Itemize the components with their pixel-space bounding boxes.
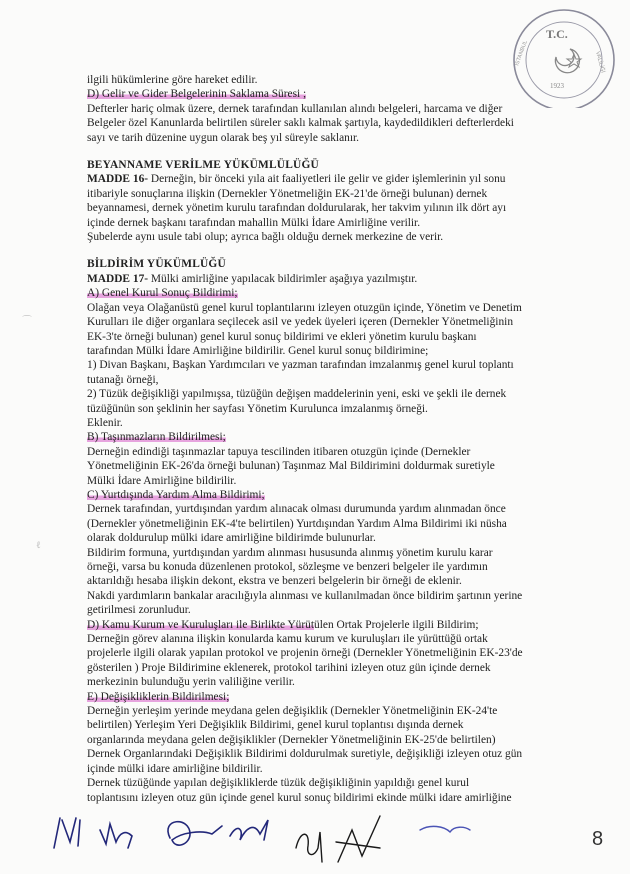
text-line: EK-3'te örneği bulunan) genel kurul sonuç bildirimi ve ekleri yönetim kurulu başkanı xyxy=(87,330,477,343)
text-line: belirtilen) Yerleşim Yeri Değişiklik Bildirimi, genel kurul toplantısı dışında dernek xyxy=(87,719,464,732)
section-heading: BEYANNAME VERİLME YÜKÜMLÜLÜĞÜ xyxy=(87,159,319,172)
text-line: içinde dernek başkanı tarafından mahallin Mülki İdare Amirliğine verilir. xyxy=(87,216,421,229)
article-text: Derneğin, bir önceki yıla ait faaliyetleri ile gelir ve gider işlemlerinin yıl sonu xyxy=(148,173,506,186)
text-line: Belgeler özel Kanunlarda belirtilen süreler saklı kalmak şartıyla, kaydedildikleri defterlerdeki xyxy=(87,117,514,130)
subsection-title xyxy=(87,87,567,101)
signature-2 xyxy=(100,824,132,848)
text-line: Dernek Organlarındaki Değişiklik Bildirimi doldurulmak suretiyle, değişikliği izleyen otuz gün xyxy=(87,748,523,761)
section-heading: BİLDİRİM YÜKÜMLÜĞÜ xyxy=(87,258,226,271)
highlighted-text: D) Kamu Kurum ve Kuruluşları ile Birlikte Yürüt xyxy=(87,618,315,631)
text-line: içinde mülki idare amirliğine bildirilir. xyxy=(87,762,263,775)
text-line: aktarıldığı hesaba ilişkin dekont, ekstra ve benzeri belgelerin bir örneği de eklenir. xyxy=(87,575,462,588)
highlighted-text: D) Gelir ve Gider Belgelerinin Saklama Süresi ; xyxy=(87,88,307,101)
text-line: Derneğin yerleşim yerinde meydana gelen değişiklik (Dernekler Yönetmeliğinin EK-24'te xyxy=(87,705,498,718)
seal-emblem: T.C. xyxy=(546,27,568,41)
text-line: Derneğin görev alanına ilişkin konularda kamu kurum ve kuruluşları ile yürüttüğü ortak xyxy=(87,633,488,646)
text-remainder: ülen Ortak Projelerle ilgili Bildirim; xyxy=(314,618,479,631)
text-line: 2) Tüzük değişikliği yapılmışsa, tüzüğün değişen maddelerinin yeni, eski ve şekli ile dernek xyxy=(87,388,507,401)
text-line: Mülki İdare Amirliğine bildirilir. xyxy=(87,474,237,487)
article-number: MADDE 16- xyxy=(87,173,149,186)
text-line: itibariyle sonuçlarına ilişkin (Dernekler Yönetmeliğin EK-21'de örneği bulunan) dernek xyxy=(87,187,488,200)
text-line: Kurulları ile diğer organlara seçilecek asil ve yedek üyeleri içeren (Dernekler Yönetmeliğinin xyxy=(87,316,514,329)
text-line: ilgili hükümlerine göre hareket edilir. xyxy=(87,74,258,86)
svg-text:İSTANBUL: İSTANBUL xyxy=(514,39,529,67)
text-line: tutanağı örneği, xyxy=(87,373,159,386)
highlighted-text: C) Yurtdışında Yardım Alma Bildirimi; xyxy=(87,488,265,501)
signature-3 xyxy=(168,822,222,845)
text-line: örneği, varsa bu konuda düzenlenen protokol, sözleşme ve benzeri belgeler ile yardımın xyxy=(87,561,488,573)
article-text: Mülki amirliğine yapılacak bildirimler aşağıya yazılmıştır. xyxy=(148,272,418,285)
svg-text:VALİLİĞİ: VALİLİĞİ xyxy=(594,50,606,74)
subsection-title xyxy=(87,286,567,300)
text-line xyxy=(87,172,567,186)
signatures-area xyxy=(0,808,630,874)
subsection-title xyxy=(87,430,567,444)
signature-4 xyxy=(230,820,268,840)
signature-6 xyxy=(336,816,380,862)
text-line: Nakdi yardımların bankalar aracılığıyla alınması ve kullanılmadan önce bildirim şartının yerine xyxy=(87,589,523,602)
subsection-title xyxy=(87,618,567,632)
text-line: toplantısını izleyen otuz gün içinde genel kurul sonuç bildirimi ekinde mülki idare amirliğine xyxy=(87,791,512,804)
text-line: (Dernekler yönetmeliğinin EK-4'te belirtilen) Yurtdışından Yardım Alma Bildirimi iki nüsha xyxy=(87,517,507,530)
highlighted-text: E) Değişikliklerin Bildirilmesi; xyxy=(87,690,230,703)
subsection-title xyxy=(87,690,567,704)
text-line: Derneğin edindiği taşınmazlar tapuya tescilinden itibaren otuzgün içinde (Dernekler xyxy=(87,445,471,458)
paragraph-gap xyxy=(87,244,567,257)
article-number: MADDE 17- xyxy=(87,272,149,285)
text-line: Defterler hariç olmak üzere, dernek tarafından kullanılan alındı belgeleri, harcama ve diğer xyxy=(87,102,503,115)
text-line xyxy=(87,272,567,286)
page-number: 8 xyxy=(592,828,604,850)
text-line: Dernek tüzüğünde yapılan değişikliklerde tüzük değişikliğinin yapıldığı genel kurul xyxy=(87,777,470,790)
text-line: tüzüğünün son şeklinin her sayfası Yönetim Kurulunca imzalanmış örneği. xyxy=(87,402,428,415)
highlighted-text: B) Taşınmazların Bildirilmesi; xyxy=(87,431,226,444)
document-page: T.C. 1923 İSTANBUL VALİLİĞİ ⌒ ℓ ilgili hükümlerine göre hareket edilir. D) Gelir ve Gider Belgelerinin Saklama Süresi ; Defterler hariç olmak üzere, dernek tarafından kullanılan alındı belgeleri, harcama ve diğer Belgeler özel Kanunlarda belirtilen süreler saklı kalmak şartıyla, kaydedildikleri defterlerdeki sayı ve tarih düzenine uygun olarak beş yıl süreyle saklanır. BEYANNAME VERİLME YÜKÜMLÜLÜĞÜ MADDE 16- Derneğin, bir önceki yıla ait faaliyetleri ile gelir ve gider işlemlerinin yıl sonu itibariyle sonuçlarına ilişkin (Dernekler Yönetmeliğin EK-21'de örneği bulunan) dernek beyannamesi, dernek yönetim kurulu tarafından doldurularak, her takvim yılının ilk dört ayı içinde dernek başkanı tarafından mahallin Mülki İdare Amirliğine verilir. Şubelerde aynı usule tabi olup; ayrıca bağlı olduğu dernek merkezine de verir. BİLDİRİM YÜKÜMLÜĞÜ MADDE 17- Mülki amirliğine yapılacak bildirimler aşağıya yazılmıştır. A) Genel Kurul Sonuç Bildirimi; Olağan veya Olağanüstü genel kurul toplantılarını izleyen otuzgün içinde, Yönetim ve Denetim Kurulları ile diğer organlara seçilecek asil ve yedek üyeleri içeren (Dernekler Yönetmeliğinin EK-3'te örneği bulunan) genel kurul sonuç bildirimi ve ekleri yönetim kurulu başkanı tarafından Mülki İdare Amirliğine bildirilir. Genel kurul sonuç bildirimine; 1) Divan Başkanı, Başkan Yardımcıları ve yazman tarafından imzalanmış genel kurul toplantı tutanağı örneği, 2) Tüzük değişikliği yapılmışsa, tüzüğün değişen maddelerinin yeni, eski ve şekli ile dernek tüzüğünün son şeklinin her sayfası Yönetim Kurulunca imzalanmış örneği. Eklenir. B) Taşınmazların Bildirilmesi; Derneğin edindiği taşınmazlar tapuya tescilinden itibaren otuzgün içinde (Dernekler Yönetmeliğinin EK-26'da örneği bulunan) Taşınmaz Mal Bildirimini doldurmak suretiyle Mülki İdare Amirliğine bildirilir. C) Yurtdışında Yardım Alma Bildirimi; Dernek tarafından, yurtdışından yardım alınacak olması durumunda yardım alınmadan önce (Dernekler yönetmeliğinin EK-4'te belirtilen) Yurtdışından Yardım Alma Bildirimi iki nüsha olarak doldurulup mülki idare amirliğine bildirimde bulunurlar. Bildirim formuna, yurtdışından yardım alınması hususunda alınmış yönetim kurulu karar örneği, varsa bu konuda düzenlenen protokol, sözleşme ve benzeri belgeler ile yardımın aktarıldığı hesaba ilişkin dekont, ekstra ve benzeri belgelerin bir örneği de eklenir. Nakdi yardımların bankalar aracılığıyla alınması ve kullanılmadan önce bildirim şartının yerine getirilmesi zorunludur. D) Kamu Kurum ve Kuruluşları ile Birlikte Yürütülen Ortak Projelerle ilgili Bildirim; Derneğin görev alanına ilişkin konularda kamu kurum ve kuruluşları ile yürüttüğü ortak projelerle ilgili olarak yapılan protokol ve projenin örneği (Dernekler Yönetmeliğinin EK-23'de gösterilen ) Proje Bildirimine eklenerek, protokol tarihini izleyen otuz gün içinde dernek merkezinin bulunduğu yerin valiliğine verilir. E) Değişikliklerin Bildirilmesi; Derneğin yerleşim yerinde meydana gelen değişiklik (Dernekler Yönetmeliğinin EK-24'te belirtilen) Yerleşim Yeri Değişiklik Bildirimi, genel kurul toplantısı dışında dernek organlarında meydana gelen değişiklikler (Dernekler Yönetmeliğinin EK-25'de belirtilen) Dernek Organlarındaki Değişiklik Bildirimi doldurulmak suretiyle, değişikliği izleyen otuz gün içinde mülki idare amirliğine bildirilir. Dernek tüzüğünde yapılan değişikliklerde tüzük değişikliğinin yapıldığı genel kurul toplantısını izleyen otuz gün içinde genel kurul sonuç bildirimi ekinde mülki idare amirliğine 8 xyxy=(0,0,630,874)
text-line: beyannamesi, dernek yönetim kurulu tarafından doldurularak, her takvim yılının ilk dört ayı xyxy=(87,202,507,215)
text-line: Bildirim formuna, yurtdışından yardım alınması hususunda alınmış yönetim kurulu karar xyxy=(87,546,493,559)
text-line: 1) Divan Başkanı, Başkan Yardımcıları ve yazman tarafından imzalanmış genel kurul toplantı xyxy=(87,359,514,372)
document-body xyxy=(87,73,567,805)
highlighted-text: A) Genel Kurul Sonuç Bildirimi; xyxy=(87,287,238,300)
text-line: tarafından Mülki İdare Amirliğine bildirilir. Genel kurul sonuç bildirimine; xyxy=(87,344,429,357)
text-line: Şubelerde aynı usule tabi olup; ayrıca bağlı olduğu dernek merkezine de verir. xyxy=(87,231,444,244)
text-line: sayı ve tarih düzenine uygun olarak beş yıl süreyle saklanır. xyxy=(87,131,360,144)
signature-1 xyxy=(54,818,80,848)
text-line: olarak doldurulup mülki idare amirliğine bildirimde bulunurlar. xyxy=(87,532,376,545)
text-line: Yönetmeliğinin EK-26'da örneği bulunan) Taşınmaz Mal Bildirimini doldurmak suretiyle xyxy=(87,460,495,473)
text-line: projelerle ilgili olarak yapılan protokol ve projenin örneği (Dernekler Yönetmeliğinin EK-23'de xyxy=(87,647,523,660)
text-line: Olağan veya Olağanüstü genel kurul toplantılarını izleyen otuzgün içinde, Yönetim ve Denetim xyxy=(87,301,522,314)
text-line: gösterilen ) Proje Bildirimine eklenerek, protokol tarihini izleyen otuz gün içinde dernek xyxy=(87,661,491,674)
text-line: organlarında meydana gelen değişiklikler (Dernekler Yönetmeliğinin EK-25'de belirtilen) xyxy=(87,733,496,746)
subsection-title xyxy=(87,488,567,502)
seal-year: 1923 xyxy=(550,82,564,90)
signature-7 xyxy=(420,826,470,832)
text-line: Dernek tarafından, yurtdışından yardım alınacak olması durumunda yardım alınmadan önce xyxy=(87,503,506,516)
text-line: getirilmesi zorunludur. xyxy=(87,604,191,617)
paragraph-gap xyxy=(87,145,567,158)
signature-5 xyxy=(296,832,322,862)
text-line: merkezinin bulunduğu yerin valiliğine verilir. xyxy=(87,676,295,689)
text-line: Eklenir. xyxy=(87,416,123,429)
